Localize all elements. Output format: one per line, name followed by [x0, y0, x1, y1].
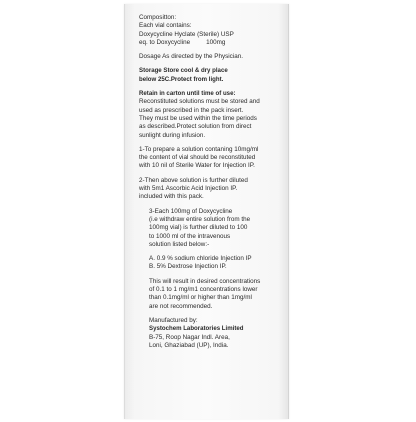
- product-carton: [124, 4, 289, 419]
- step3-line: 100mg vial) is further diluted to 100: [149, 224, 248, 232]
- step3-line: to 1000 ml of the intravenous: [149, 232, 231, 240]
- step3-line: (i.e withdraw entire solution from the: [149, 215, 251, 223]
- step2-line: included with this pack.: [139, 193, 204, 201]
- manufacturer-heading: Manufactured by:: [149, 316, 198, 324]
- composition-strength: 100mg: [206, 38, 226, 46]
- result-line: This will result in desired concentrations: [149, 277, 261, 285]
- composition-heading: Compositton:: [139, 14, 177, 21]
- retain-line: Reconstituted solutions must be stored and: [139, 98, 260, 106]
- step3-line: solution listed below:-: [149, 240, 210, 248]
- dosage-text: Dosage As directed by the Physician.: [139, 53, 243, 61]
- result-line: of 0.1 to 1 mg/m1 concentrations lower: [149, 286, 258, 294]
- retain-line: as described.Protect solution from direct: [139, 123, 252, 131]
- result-line: than 0.1mg/ml or higher than 1mg/ml: [149, 294, 252, 302]
- composition-line: Each vial contains:: [139, 22, 192, 30]
- retain-line: used as prescribed in the pack insert.: [139, 106, 244, 114]
- storage-line: Storage Store cool & dry place: [139, 67, 228, 75]
- storage-line: below 25C.Protect from light.: [139, 75, 224, 83]
- retain-line: They must be used within the time periods: [139, 114, 257, 122]
- step3-line: 3-Each 100mg of Doxycycline: [149, 207, 233, 215]
- step1-line: the content of vial should be reconstituted: [139, 154, 256, 162]
- manufacturer-name: Systochem Laboratories Limited: [149, 325, 244, 333]
- carton-label-text: [139, 14, 284, 350]
- step2-line: with 5m1 Ascorbic Acid Injection IP.: [139, 185, 238, 193]
- manufacturer-address: Loni, Ghaziabad (UP), India.: [149, 341, 229, 349]
- solution-item: B. 5% Dextrose Injection IP.: [149, 263, 227, 271]
- retain-heading: Retain in carton until time of use:: [139, 90, 236, 98]
- composition-line: Doxycycline Hyclate (Sterile) USP: [139, 30, 234, 38]
- retain-line: sunlight during infusion.: [139, 131, 206, 139]
- manufacturer-address: B-75, Roop Nagar Indl. Area,: [149, 333, 230, 341]
- step2-line: 2-Then above solution is further diluted: [139, 176, 248, 184]
- composition-line: [139, 39, 284, 47]
- step1-line: with 10 nil of Sterile Water for Injection IP.: [139, 162, 255, 170]
- solution-item: A. 0.9 % sodium chloride Injection IP: [149, 255, 252, 263]
- composition-equivalent: eq. to Doxycycline: [139, 38, 191, 46]
- step1-line: 1-To prepare a solution contaning 10mg/ml: [139, 145, 259, 153]
- result-line: are not recommended.: [149, 302, 213, 310]
